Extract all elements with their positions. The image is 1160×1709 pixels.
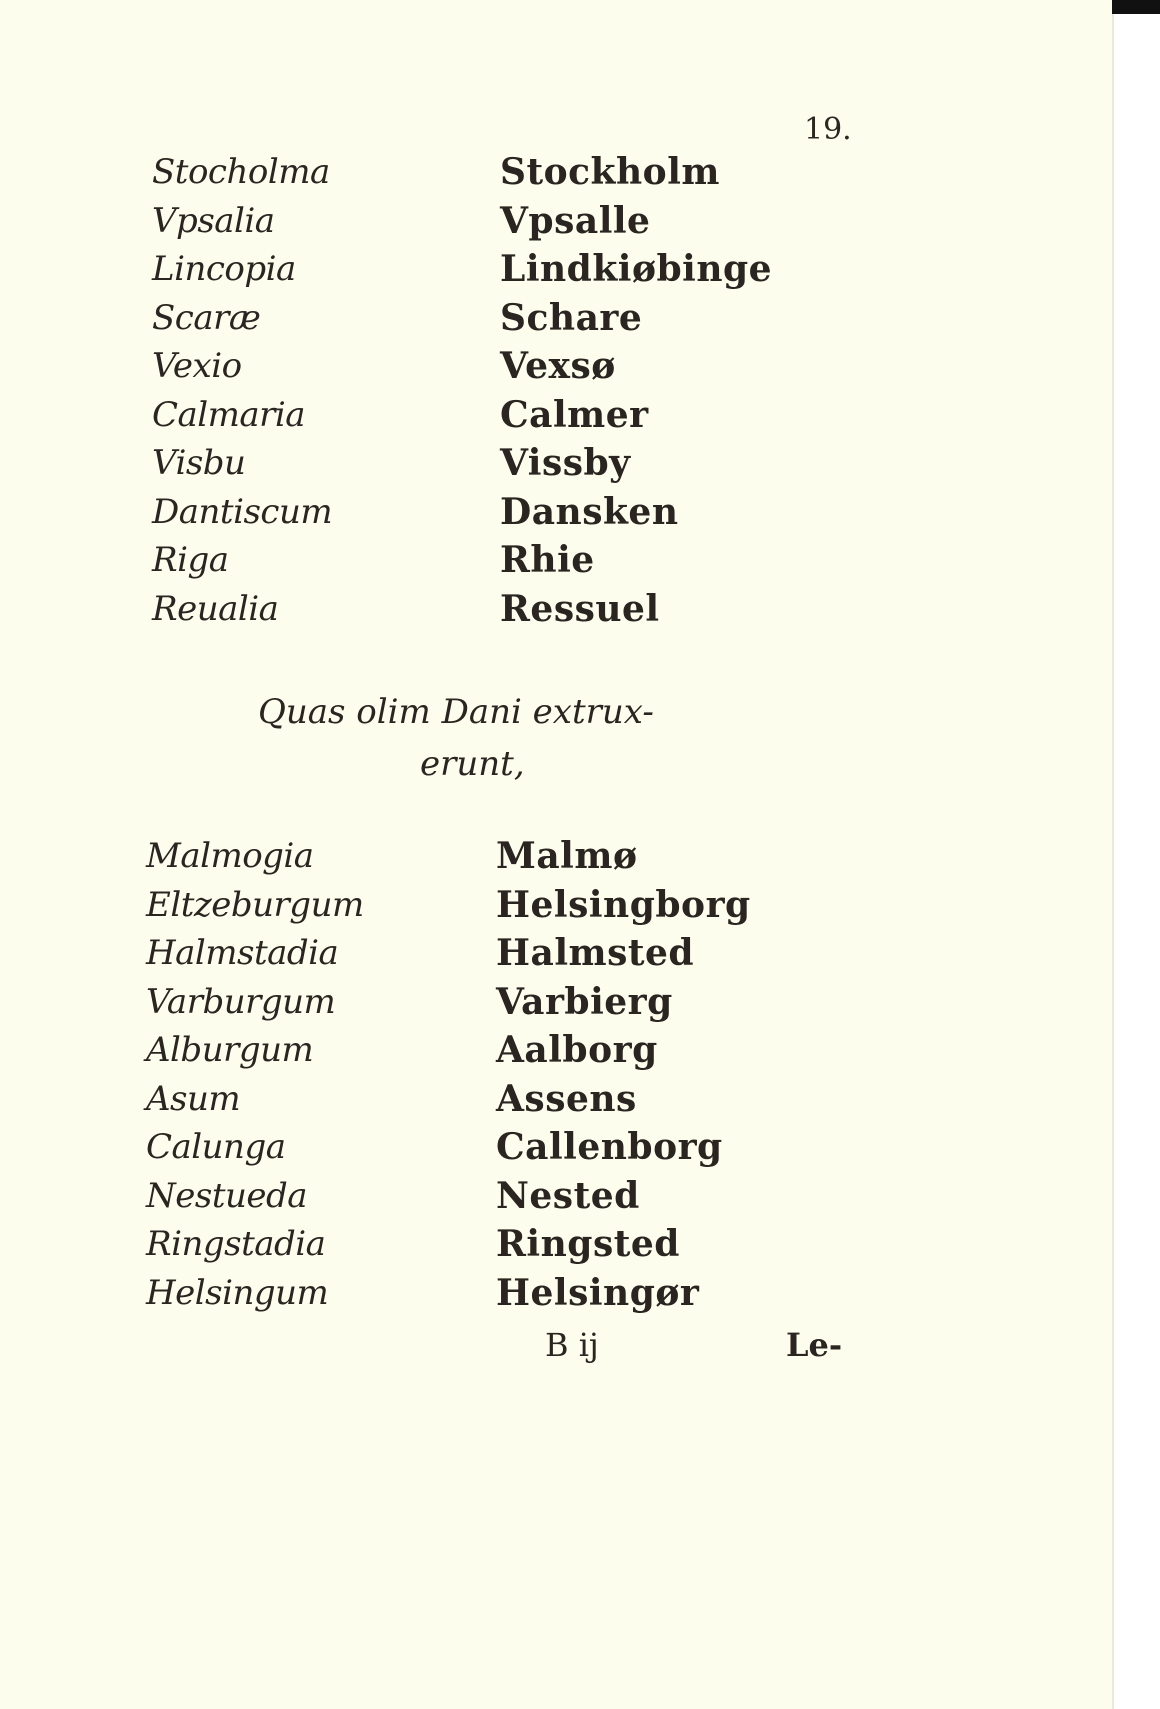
danish-city-name: Varbierg bbox=[496, 980, 673, 1023]
danish-city-name: Halmsted bbox=[496, 932, 695, 974]
latin-city-name: Ringstadia bbox=[146, 1224, 326, 1264]
danish-city-list-2 bbox=[496, 832, 751, 1317]
section-heading bbox=[258, 686, 718, 790]
danish-city-name: Helsingborg bbox=[496, 883, 751, 926]
latin-city-name: Halmstadia bbox=[146, 933, 339, 973]
danish-city-name: Ressuel bbox=[500, 587, 660, 630]
danish-city-name: Dansken bbox=[500, 490, 679, 533]
latin-city-name: Varburgum bbox=[146, 981, 336, 1022]
latin-city-name: Visbu bbox=[152, 443, 246, 483]
latin-city-name: Calmaria bbox=[152, 394, 306, 435]
latin-city-list-1 bbox=[152, 148, 332, 633]
danish-city-name: Stockholm bbox=[500, 151, 720, 193]
latin-city-name: Reualia bbox=[152, 588, 279, 629]
latin-city-name: Asum bbox=[146, 1078, 241, 1119]
latin-city-name: Vpsalia bbox=[152, 200, 275, 241]
latin-city-name: Alburgum bbox=[146, 1030, 314, 1070]
signature-mark: B ij bbox=[545, 1326, 599, 1364]
danish-city-name: Helsingør bbox=[496, 1271, 700, 1314]
scan-margin bbox=[1112, 0, 1160, 1709]
danish-city-name: Nested bbox=[496, 1174, 640, 1217]
latin-city-name: Dantiscum bbox=[152, 491, 333, 532]
danish-city-name: Calmer bbox=[500, 393, 649, 436]
latin-city-list-2 bbox=[146, 832, 364, 1317]
danish-city-list-1 bbox=[500, 148, 772, 633]
section-heading-line-1: Quas olim Dani extrux- bbox=[258, 692, 654, 732]
danish-city-name: Vexsø bbox=[500, 345, 616, 387]
latin-city-name: Lincopia bbox=[152, 249, 296, 289]
scan-edge-mark bbox=[1112, 0, 1160, 14]
danish-city-name: Aalborg bbox=[496, 1029, 658, 1071]
danish-city-name: Malmø bbox=[496, 835, 638, 877]
danish-city-name: Vpsalle bbox=[500, 199, 651, 242]
catchword: Le- bbox=[786, 1326, 843, 1364]
danish-city-name: Ringsted bbox=[496, 1223, 680, 1265]
danish-city-name: Schare bbox=[500, 296, 643, 339]
danish-city-name: Rhie bbox=[500, 539, 595, 581]
danish-city-name: Lindkiøbinge bbox=[500, 248, 773, 290]
latin-city-name: Scaræ bbox=[152, 297, 261, 338]
latin-city-name: Helsingum bbox=[146, 1272, 329, 1313]
latin-city-name: Calunga bbox=[146, 1127, 286, 1167]
danish-city-name: Callenborg bbox=[496, 1126, 723, 1168]
section-heading-line-2: erunt, bbox=[420, 744, 525, 784]
danish-city-name: Vissby bbox=[500, 442, 631, 484]
latin-city-name: Vexio bbox=[152, 346, 242, 386]
latin-city-name: Malmogia bbox=[146, 836, 314, 876]
latin-city-name: Riga bbox=[152, 540, 229, 580]
page-number: 19. bbox=[804, 112, 852, 147]
latin-city-name: Eltzeburgum bbox=[146, 884, 364, 925]
danish-city-name: Assens bbox=[496, 1077, 637, 1120]
latin-city-name: Stocholma bbox=[152, 152, 330, 192]
latin-city-name: Nestueda bbox=[146, 1175, 308, 1216]
